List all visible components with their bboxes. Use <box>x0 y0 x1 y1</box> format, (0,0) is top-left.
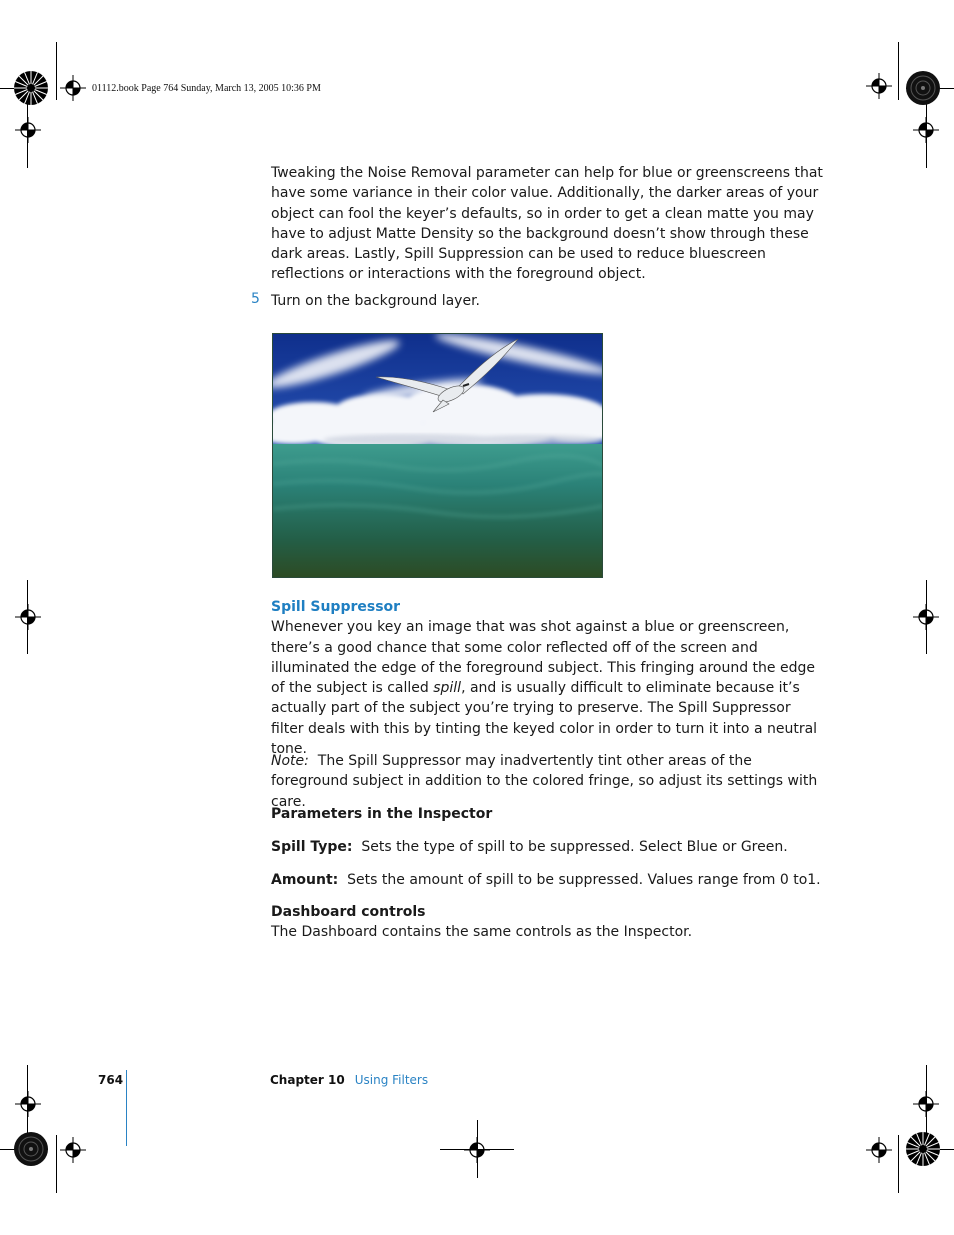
spill-type-param <box>271 837 827 857</box>
crosshair-target-icon <box>60 1137 86 1163</box>
crosshair-target-icon <box>15 604 41 630</box>
dashboard-section <box>271 902 827 943</box>
crosshair-target-icon <box>913 117 939 143</box>
page-number: 764 <box>98 1073 124 1087</box>
starburst-target-icon <box>906 1132 940 1166</box>
intro-paragraph: Tweaking the Noise Removal parameter can help for blue or greenscreens that have some variance in their color value. Additionally, the darker areas of your object can fool the keyer’s defaults, so in order to get a clean matte you may have to adjust Matte Density so the background doesn’t show through these dark areas. Lastly, Spill Suppression can be used to reduce bluescreen reflections or interactions with the foreground object. <box>271 165 823 283</box>
amount-label: Amount: <box>271 872 339 888</box>
spill-type-label: Spill Type: <box>271 839 353 855</box>
note-text: The Spill Suppressor may inadvertently tint other areas of the foreground subject in addition to the colored fringe, so adjust its settings with care. <box>271 753 818 810</box>
note-paragraph <box>271 751 827 812</box>
crosshair-target-icon <box>60 75 86 101</box>
amount-text: Sets the amount of spill to be suppressed. Values range from 0 to1. <box>347 872 821 888</box>
spill-type-text: Sets the type of spill to be suppressed. Select Blue or Green. <box>361 839 788 855</box>
crosshair-target-icon <box>15 117 41 143</box>
spill-suppressor-section <box>271 597 827 759</box>
footer-rule <box>126 1070 127 1146</box>
disc-target-icon <box>14 1132 48 1166</box>
crosshair-target-icon <box>464 1137 490 1163</box>
dashboard-heading: Dashboard controls <box>271 904 426 920</box>
crosshair-target-icon <box>866 73 892 99</box>
crosshair-target-icon <box>913 1091 939 1117</box>
amount-param <box>271 870 827 890</box>
seabird-over-water-image <box>272 333 603 578</box>
chapter-label: Chapter 10 <box>270 1073 345 1087</box>
step-text: Turn on the background layer. <box>271 293 480 309</box>
crosshair-target-icon <box>15 1091 41 1117</box>
footer-chapter <box>270 1073 428 1087</box>
disc-target-icon <box>906 71 940 105</box>
crosshair-target-icon <box>866 1137 892 1163</box>
crosshair-target-icon <box>913 604 939 630</box>
print-metadata: 01112.book Page 764 Sunday, March 13, 2005 10:36 PM <box>92 83 321 94</box>
starburst-target-icon <box>14 71 48 105</box>
section-heading: Spill Suppressor <box>271 599 401 615</box>
params-heading: Parameters in the Inspector <box>271 806 493 822</box>
dashboard-text: The Dashboard contains the same controls as the Inspector. <box>271 924 693 941</box>
note-label: Note: <box>271 753 309 769</box>
section-paragraph: Whenever you key an image that was shot against a blue or greenscreen, there’s a good chance that some color reflected off of the screen and illuminated the edge of the foreground subject. This fringing around the edge of the subject is called spill, and is usually difficult to eliminate because it’s actually part of the subject you’re trying to preserve. The Spill Suppressor filter deals with this by tinting the keyed color in order to turn it into a neutral tone. <box>271 619 818 758</box>
chapter-title: Using Filters <box>354 1073 429 1087</box>
step-number: 5 <box>251 291 260 307</box>
